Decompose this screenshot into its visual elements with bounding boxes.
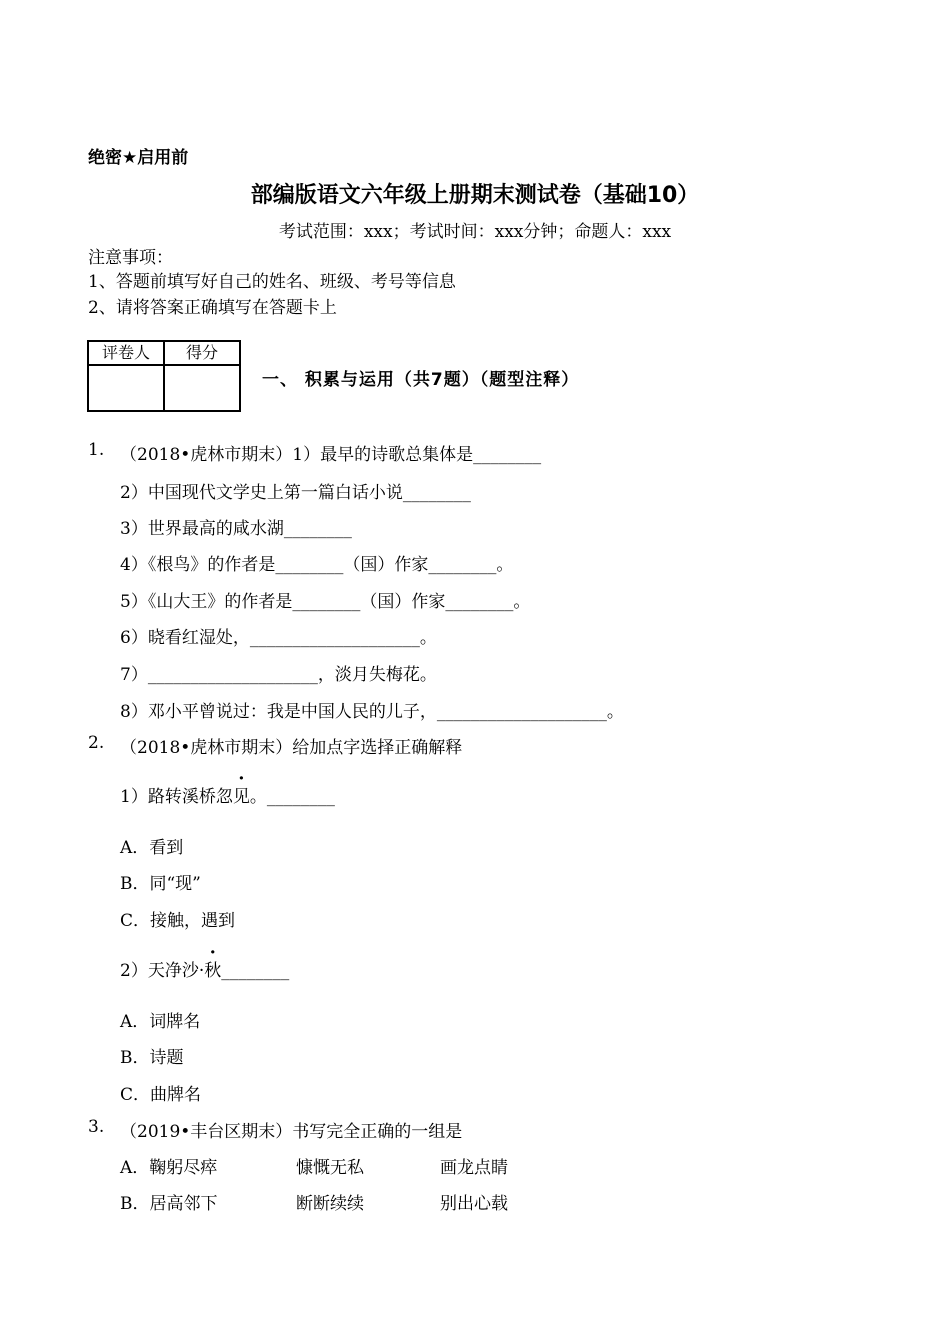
question-number: 1.: [88, 440, 105, 460]
option-item: B．居高邻下: [120, 1194, 218, 1214]
emphasis-dot-char: 秋: [204, 961, 222, 981]
score-table: [87, 340, 241, 412]
page-title: 部编版语文六年级上册期末测试卷（基础10）: [250, 183, 700, 208]
q1-line: 8）邓小平曾说过：我是中国人民的儿子，____________________。: [120, 702, 624, 722]
option-item: 慷慨无私: [296, 1158, 364, 1178]
q1-line: 5）《山大王》的作者是________（国）作家________。: [120, 592, 531, 612]
q1-line: 4）《根鸟》的作者是________（国）作家________。: [120, 555, 514, 575]
q1-line: 6）晓看红湿处，____________________。: [120, 628, 437, 648]
option-item: A．鞠躬尽瘁: [120, 1158, 218, 1178]
option-item: B．同“现”: [120, 874, 201, 894]
option-item: 画龙点睛: [440, 1158, 508, 1178]
q2-sub1-pre: 1）路转溪桥忽: [120, 787, 233, 807]
q1-line: 3）世界最高的咸水湖________: [120, 519, 352, 539]
score-table-grader-header: 评卷人: [88, 341, 164, 365]
notes-heading: 注意事项：: [88, 248, 173, 268]
emphasis-dot-char: 见: [232, 787, 250, 807]
q3-stem: （2019•丰台区期末）书写完全正确的一组是: [120, 1122, 463, 1142]
confidential-label: 绝密★启用前: [88, 148, 189, 168]
option-item: A．词牌名: [120, 1012, 201, 1032]
option-item: C．接触，遇到: [120, 911, 236, 931]
score-table-grader-cell: [88, 365, 164, 411]
q1-line: 7）____________________，淡月失梅花。: [120, 665, 437, 685]
q2-sub2: [120, 956, 289, 981]
notes-item: 2、请将答案正确填写在答题卡上: [88, 298, 337, 318]
q1-line: 2）中国现代文学史上第一篇白话小说________: [120, 483, 471, 503]
q2-sub2-post: ________: [221, 961, 290, 981]
q2-sub1-post: 。________: [249, 787, 335, 807]
notes-item: 1、答题前填写好自己的姓名、班级、考号等信息: [88, 272, 456, 292]
exam-meta: 考试范围：xxx；考试时间：xxx分钟；命题人：xxx: [278, 222, 672, 242]
option-item: A．看到: [120, 838, 184, 858]
option-item: B．诗题: [120, 1048, 184, 1068]
option-item: 断断续续: [296, 1194, 364, 1214]
question-number: 2.: [88, 733, 105, 753]
option-item: 别出心载: [440, 1194, 508, 1214]
score-table-score-cell: [164, 365, 240, 411]
q1-line: （2018•虎林市期末）1）最早的诗歌总集体是________: [120, 445, 542, 465]
option-item: C．曲牌名: [120, 1085, 202, 1105]
section-title: 一、 积累与运用（共7题）（题型注释）: [262, 370, 580, 390]
q2-sub2-pre: 2）天净沙·: [120, 961, 205, 981]
q2-sub1: [120, 782, 335, 807]
question-number: 3.: [88, 1117, 105, 1137]
score-table-score-header: 得分: [164, 341, 240, 365]
q2-stem: （2018•虎林市期末）给加点字选择正确解释: [120, 738, 463, 758]
